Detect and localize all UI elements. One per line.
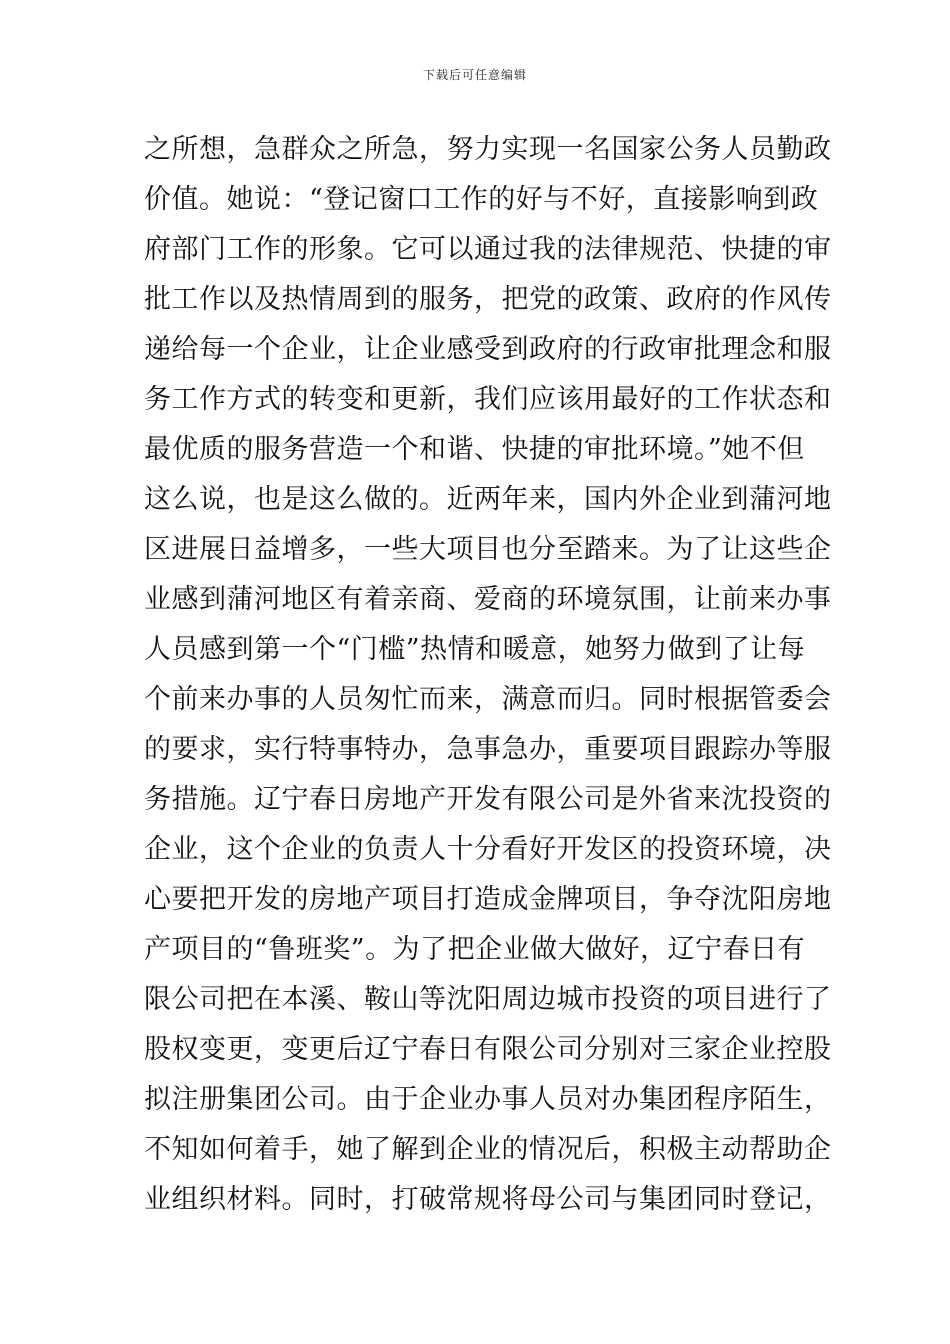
text-line: 产项目的“鲁班奖”。为了把企业做大做好，辽宁春日有 <box>144 934 806 965</box>
text-line: 个前来办事的人员匆忙而来，满意而归。同时根据管委会 <box>144 684 832 715</box>
text-line: 府部门工作的形象。它可以通过我的法律规范、快捷的审 <box>144 234 832 265</box>
text-line: 不知如何着手，她了解到企业的情况后，积极主动帮助企 <box>144 1134 832 1165</box>
text-line: 的要求，实行特事特办，急事急办，重要项目跟踪办等服 <box>144 734 832 765</box>
header-note: 下载后可任意编辑 <box>422 68 527 82</box>
document-body <box>144 125 832 1225</box>
text-line: 限公司把在本溪、鞍山等沈阳周边城市投资的项目进行了 <box>144 984 832 1015</box>
text-line: 价值。她说：“登记窗口工作的好与不好，直接影响到政 <box>144 184 819 215</box>
text-line: 区进展日益增多，一些大项目也分至踏来。为了让这些企 <box>144 534 832 565</box>
text-line: 务措施。辽宁春日房地产开发有限公司是外省来沈投资的 <box>144 784 832 815</box>
text-line: 股权变更，变更后辽宁春日有限公司分别对三家企业控股 <box>144 1034 832 1065</box>
text-line: 递给每一个企业，让企业感受到政府的行政审批理念和服 <box>144 334 832 365</box>
text-line: 批工作以及热情周到的服务，把党的政策、政府的作风传 <box>144 284 832 315</box>
text-line: 业组织材料。同时，打破常规将母公司与集团同时登记， <box>144 1184 832 1215</box>
text-line: 拟注册集团公司。由于企业办事人员对办集团程序陌生， <box>144 1084 832 1115</box>
text-line: 务工作方式的转变和更新，我们应该用最好的工作状态和 <box>144 384 832 415</box>
text-line: 之所想，急群众之所急，努力实现一名国家公务人员勤政 <box>144 134 832 165</box>
text-line: 最优质的服务营造一个和谐、快捷的审批环境。”她不但 <box>144 434 805 465</box>
text-line: 企业，这个企业的负责人十分看好开发区的投资环境，决 <box>144 834 832 865</box>
text-line: 这么说，也是这么做的。近两年来，国内外企业到蒲河地 <box>144 484 832 515</box>
text-line: 人员感到第一个“门槛”热情和暖意，她努力做到了让每 <box>144 634 806 665</box>
text-line: 心要把开发的房地产项目打造成金牌项目，争夺沈阳房地 <box>144 884 832 915</box>
text-line: 业感到蒲河地区有着亲商、爱商的环境氛围，让前来办事 <box>144 584 832 615</box>
